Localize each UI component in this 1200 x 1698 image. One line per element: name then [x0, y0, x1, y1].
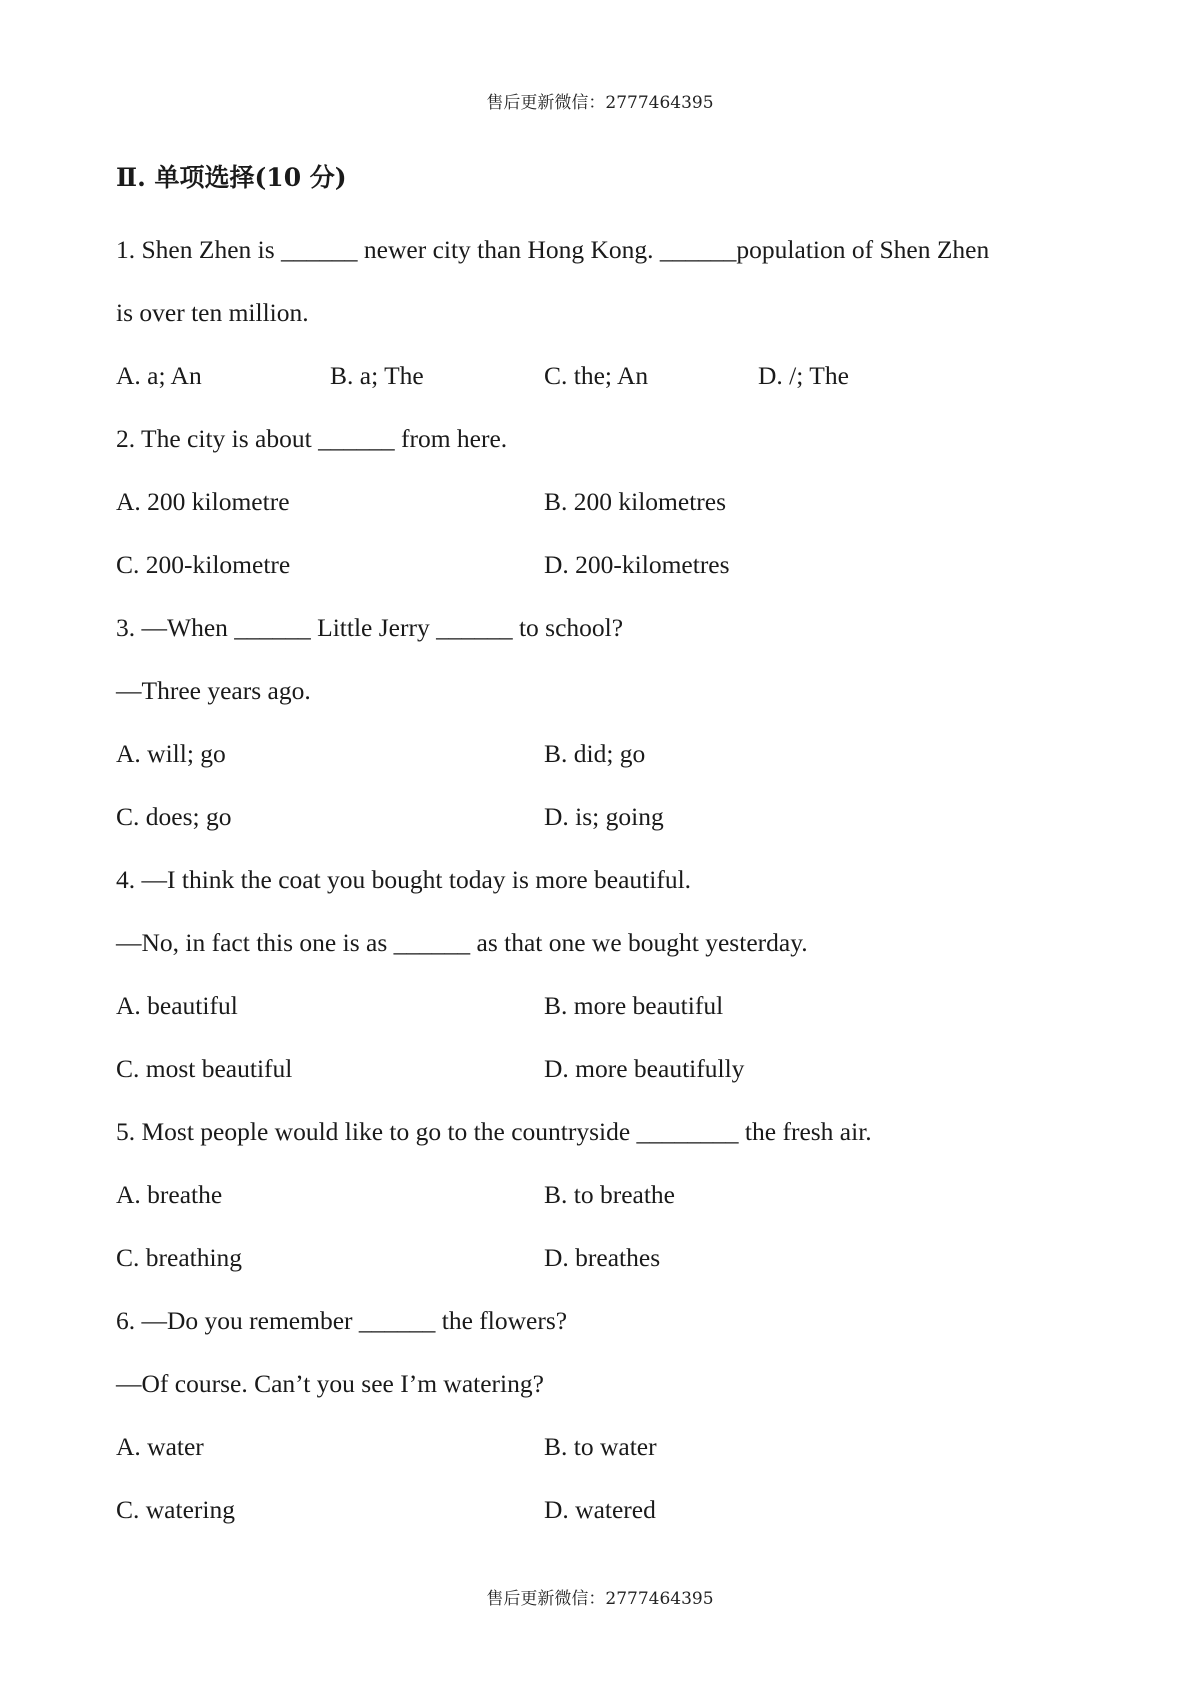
question-6-options-row-2 — [116, 1478, 1106, 1541]
option-a: A. 200 kilometre — [116, 487, 290, 516]
question-6-options-row-1 — [116, 1415, 1106, 1478]
question-1-line-2: is over ten million. — [116, 298, 309, 327]
option-a: A. breathe — [116, 1180, 223, 1209]
option-c: C. watering — [116, 1495, 235, 1524]
question-3-options-row-2 — [116, 785, 1106, 848]
question-4-line-1: 4. —I think the coat you bought today is more beautiful. — [116, 865, 692, 894]
question-2-line-1: 2. The city is about ______ from here. — [116, 424, 508, 453]
question-3-line-1: 3. —When ______ Little Jerry ______ to school? — [116, 613, 624, 642]
question-2-options-row-2 — [116, 533, 1106, 596]
question-4-options-row-2 — [116, 1037, 1106, 1100]
question-5-options-row-1 — [116, 1163, 1106, 1226]
option-a: A. will; go — [116, 739, 226, 768]
page-footer-watermark: 售后更新微信：2777464395 — [486, 1589, 714, 1609]
question-4-line-2: —No, in fact this one is as ______ as that one we bought yesterday. — [116, 928, 808, 957]
option-b: B. did; go — [544, 739, 646, 768]
question-list — [116, 218, 1106, 1541]
option-c: C. the; An — [544, 361, 649, 390]
option-d: D. /; The — [758, 361, 849, 390]
question-3-line-2: —Three years ago. — [116, 676, 311, 705]
option-a: A. beautiful — [116, 991, 238, 1020]
option-c: C. 200-kilometre — [116, 550, 291, 579]
option-b: B. 200 kilometres — [544, 487, 727, 516]
option-d: D. watered — [544, 1495, 656, 1524]
question-1-line-1: 1. Shen Zhen is ______ newer city than Hong Kong. ______population of Shen Zhen — [116, 235, 990, 264]
page-header-watermark: 售后更新微信：2777464395 — [486, 93, 714, 113]
question-5-line-1: 5. Most people would like to go to the countryside ________ the fresh air. — [116, 1117, 872, 1146]
section-title: Ⅱ. 单项选择(10 分) — [116, 163, 347, 192]
option-c: C. breathing — [116, 1243, 243, 1272]
option-d: D. more beautifully — [544, 1054, 745, 1083]
option-d: D. 200-kilometres — [544, 550, 730, 579]
option-b: B. to breathe — [544, 1180, 675, 1209]
option-c: C. does; go — [116, 802, 232, 831]
option-b: B. more beautiful — [544, 991, 724, 1020]
question-5-options-row-2 — [116, 1226, 1106, 1289]
question-6-line-2: —Of course. Can’t you see I’m watering? — [116, 1369, 544, 1398]
option-b: B. a; The — [330, 361, 424, 390]
option-a: A. a; An — [116, 361, 202, 390]
option-b: B. to water — [544, 1432, 657, 1461]
question-2-options-row-1 — [116, 470, 1106, 533]
question-6-line-1: 6. —Do you remember ______ the flowers? — [116, 1306, 568, 1335]
question-4-options-row-1 — [116, 974, 1106, 1037]
question-3-options-row-1 — [116, 722, 1106, 785]
option-c: C. most beautiful — [116, 1054, 293, 1083]
option-d: D. is; going — [544, 802, 664, 831]
question-1-options — [116, 344, 1106, 407]
option-d: D. breathes — [544, 1243, 661, 1272]
option-a: A. water — [116, 1432, 204, 1461]
